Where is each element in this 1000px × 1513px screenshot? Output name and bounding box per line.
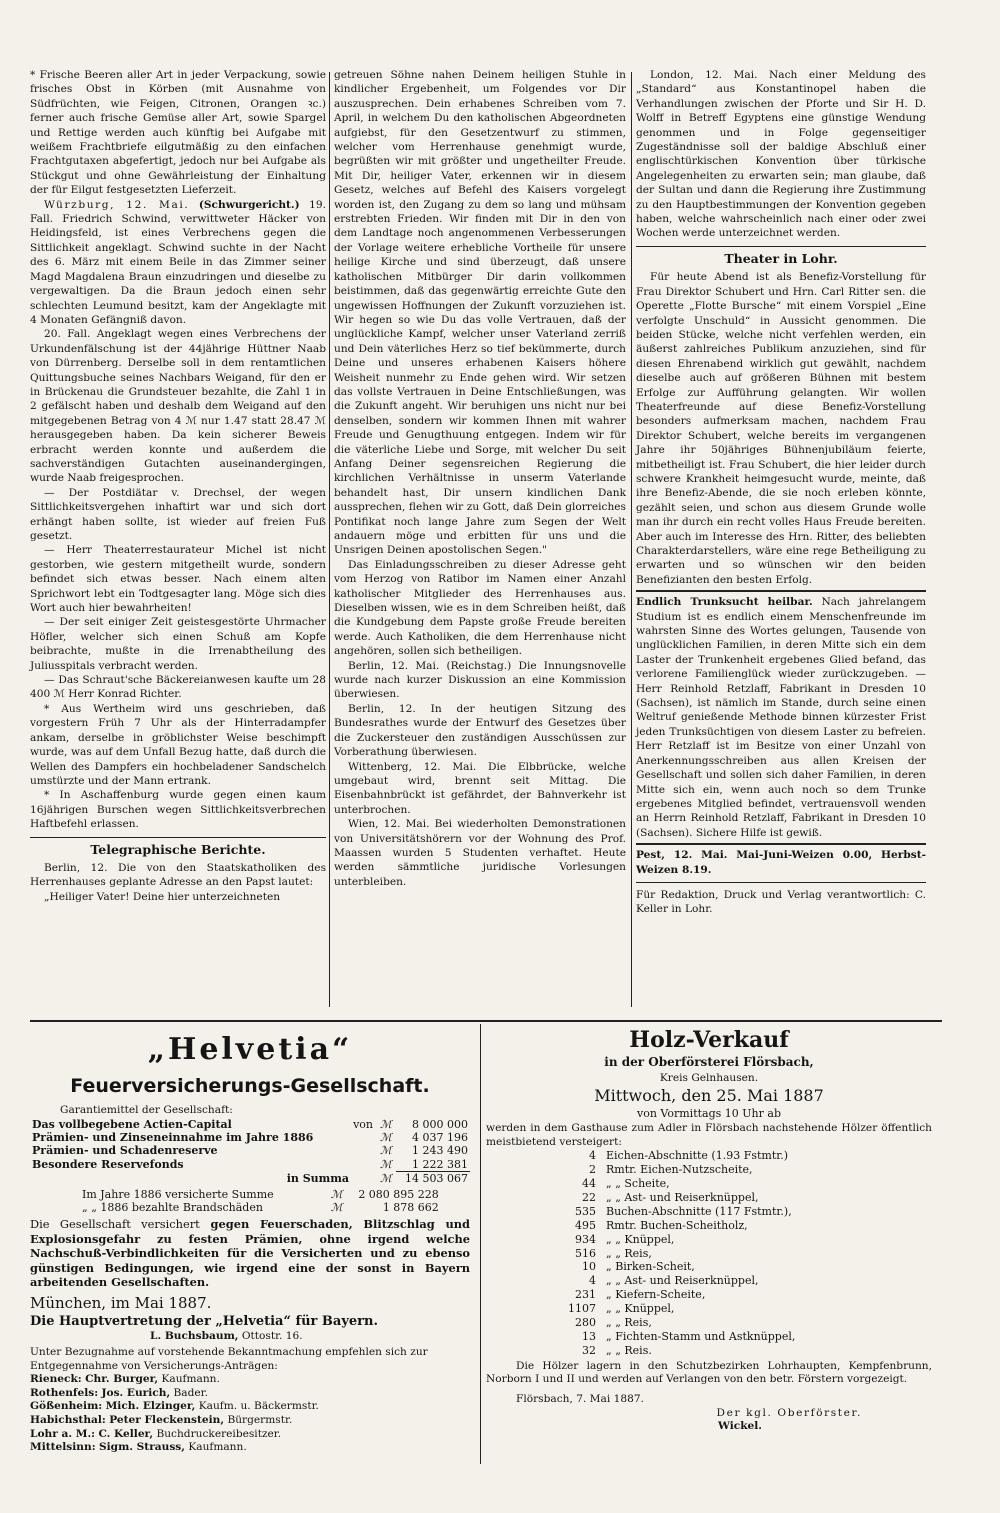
- ads-divider: [480, 1024, 481, 1464]
- news-item-bundesrat: Berlin, 12. In der heutigen Sitzung des Bundesrathes wurde der Entwurf des Gesetzes über die Zuckersteuer den zuständigen Ausschüssen zur Vorberathung überwiesen.: [334, 702, 626, 759]
- wood-lot-row: [546, 1344, 906, 1358]
- news-item-schraut: — Das Schraut'sche Bäckereianwesen kaufte um 28 400 ℳ Herr Konrad Richter.: [30, 674, 326, 701]
- insurance-terms: Die Gesellschaft versichert gegen Feuerschaden, Blitzschlag und Explosionsgefahr zu festen Prämien, ohne irgend welche Nachschuß-Verbindlichkeiten für die Versicherten und zu ebenso günstigen Bedingungen, wie irgend eine der sonst in Bayern arbeitenden Gesellschaften.: [30, 1217, 470, 1290]
- agent-place: Mittelsinn:: [30, 1441, 96, 1454]
- divider: [636, 246, 926, 247]
- place-date: Flörsbach, 7. Mai 1887.: [516, 1392, 644, 1405]
- wood-lot-row: [546, 1163, 906, 1177]
- lot-description: „ „ Reis,: [606, 1246, 652, 1260]
- advert-body: Nach jahrelangem Studium ist es endlich einem Menschenfreunde im wahrsten Sinne des Wortes gelungen, Tausende von unglücklichen Familien, in deren Mitte sich ein dem Laster der Trunkenheit ergebenes Glied befand, das verlorene Familienglück wieder zurückzugeben. — Herr Reinhold Retzlaff, Fabrikant in Dresden 10 (Sachsen), ist nämlich im Stande, durch seine einen Weltruf genießende Methode binnen kürzester Frist jeden Trunksüchtigen von diesem Laster zu befreien. Herr Retzlaff ist im Besitze von einer Unzahl von Anerkennungsschreiben aus allen Kreisen der Gesellschaft und sollen sich daher Familien, in deren Mitte sich ein, wenn auch noch so dem Trunke ergebenes Mitglied befindet, vertrauensvoll wenden an Herrn Reinhold Retzlaff, Fabrikant in Dresden 10 (Sachsen). Sichere Hilfe ist gewiß.: [636, 596, 926, 839]
- news-item-wuerzburg-20: 20. Fall. Angeklagt wegen eines Verbrechens der Urkundenfälschung ist der 44jährige Hüttner Naab von Dürrenberg. Derselbe soll in dem rentamtlichen Quittungsbuche seines Nachbars Weigand, für den er in Brückenau die Grundsteuer bezahlte, die Zahl 1 in 2 gefälscht haben und deshalb dem Weigand auf den mitgegebenen Betrag von 4 ℳ nur 1.47 statt 28.47 ℳ herausgegeben haben. Da kein sicherer Beweis erbracht werden konnte und außerdem die sachverständigen Gutachten auseinandergingen, wurde Naab freigesprochen.: [30, 328, 326, 485]
- agent-job: Kaufmann.: [188, 1441, 247, 1454]
- column-1: [30, 68, 326, 904]
- funds-amount: 4 037 196: [412, 1131, 468, 1144]
- divider: [636, 882, 926, 883]
- lot-description: „ „ Reis,: [606, 1316, 652, 1330]
- lot-quantity: 13: [582, 1329, 596, 1343]
- news-item-london: London, 12. Mai. Nach einer Meldung des „Standard“ aus Konstantinopel haben die Verhandlungen zwischen der Pforte und Sir H. D. Wolff in Betreff Egyptens eine günstige Wendung genommen und in Folge gegenseitiger Zugeständnisse soll der baldige Abschluß einer englischtürkischen Konvention über türkische Angelegenheiten zu erwarten sein; man glaube, daß der Sultan und dann die Regierung ihre Zustimmung zu den Hauptbestimmungen der Konvention gegeben haben, welche wahrscheinlich nach einer oder zwei Wochen werde unterzeichnet werden.: [636, 69, 926, 240]
- news-item-einladung: Das Einladungsschreiben zu dieser Adresse geht vom Herzog von Ratibor im Namen einer Anzahl katholischer Mitglieder des Herrenhauses aus. Dieselben wissen, wie es in dem Schreiben heißt, daß die Kundgebung dem Papste große Freude bereiten werde. Auch Katholiken, die dem Herrenhause nicht angehören, sollen sich betheiligen.: [334, 558, 626, 658]
- lot-quantity: 516: [575, 1246, 596, 1260]
- wood-lot-row: [546, 1149, 906, 1163]
- lot-quantity: 535: [575, 1204, 596, 1218]
- lot-description: Eichen-Abschnitte (1.93 Fstmtr.): [606, 1149, 789, 1163]
- funds-cur: ℳ: [380, 1117, 392, 1131]
- news-item-wertheim: * Aus Wertheim wird uns geschrieben, daß vorgestern Früh 7 Uhr als der Hinterradampfer ankam, derselbe in gröblichster Weise beschimpft wurde, was auf dem Unfall Bezug hatte, daß durch die Wellen des Dampfers ein hochbeladener Sandschelch umstürzte und der Mann ertrank.: [30, 702, 326, 787]
- advert-heading: Endlich Trunksucht heilbar.: [636, 596, 813, 609]
- agent-name: Chr. Burger,: [85, 1373, 159, 1386]
- sale-intro: werden in dem Gasthause zum Adler in Flörsbach nachstehende Hölzer öffentlich meistbietend versteigert:: [486, 1122, 932, 1148]
- wood-lot-row: [546, 1316, 906, 1330]
- lot-quantity: 280: [575, 1316, 596, 1330]
- agent-entry: [30, 1414, 470, 1428]
- funds-label: Das vollbegebene Actien-Capital: [32, 1117, 232, 1131]
- news-item-theater: Für heute Abend ist als Benefiz-Vorstellung für Frau Direktor Schubert und Hrn. Carl Ritter sen. die Operette „Flotte Bursche“ mit einem Vorspiel „Eine verfolgte Unschuld“ in Aussicht genommen. Die beiden Stücke, welche nicht verfehlen werden, ein äußerst zahlreiches Publikum anzuziehen, sind für diesen Ehrenabend wirklich gut gewählt, nachdem dieselbe auch auf größeren Bühnen mit bestem Erfolge zur Aufführung gelangten. Wir wollen Theaterfreunde auf diese Benefiz-Vorstellung besonders aufmerksam machen, nachdem Frau Direktor Schubert, welche bereits im vergangenen Jahre ihr 50jähriges Bühnenjubiläum feierte, mitbetheiligt ist. Frau Schubert, die hier leider durch schwere Krankheit heimgesucht wurde, meinte, daß ihre Benefiz-Abende, die sie noch erleben könnte, gezählt seien, und schon aus diesem Grunde wolle man ihr durch ein recht volles Haus Freude bereiten. Aber auch im Interesse des Hrn. Ritter, des beliebten Charakterdarstellers, wäre eine rege Betheiligung zu erwarten und so wünschen wir den beiden Benefizianten den besten Erfolg.: [636, 271, 926, 586]
- funds-label: Prämien- und Schadenreserve: [32, 1144, 218, 1158]
- lot-quantity: 4: [589, 1274, 596, 1288]
- wood-lots-table: [546, 1149, 906, 1358]
- column-divider: [329, 72, 330, 1007]
- funds-pre: [351, 1158, 378, 1172]
- news-item-hoefler: — Der seit einiger Zeit geistesgestörte Uhrmacher Höfler, welcher sich einen Schuß am Kopfe beibrachte, mußte in die Irrenabtheilung des Juliusspitals verbracht werden.: [30, 616, 326, 672]
- funds-cur: ℳ: [380, 1131, 392, 1144]
- agent-list: [30, 1373, 470, 1455]
- wood-lot-row: [546, 1191, 906, 1205]
- news-item-berlin-adresse: Berlin, 12. Die von den Staatskatholiken des Herrenhauses geplante Adresse an den Papst lautet:: [30, 861, 326, 889]
- news-item-adresse-cont: getreuen Söhne nahen Deinem heiligen Stuhle in kindlicher Ergebenheit, um Folgendes vor Dir auszusprechen. Dein erhabenes Schreiben vom 7. April, in welchem Du den katholischen Abgeordneten aufgiebst, für den Gesetzentwurf zu stimmen, welcher vom Herrenhause genehmigt wurde, begrüßten wir mit größter und ungetheilter Freude. Mit Dir, heiliger Vater, erkennen wir in diesem Gesetz, welches auf Befehl des Kaisers vorgelegt worden ist, den Zugang zu dem so lang und mühsam erstrebten Frieden. Wir finden mit Dir in den von dem Landtage noch angenommenen Verbesserungen der Vorlage weitere erhebliche Vortheile für unsere heilige Kirche und sind überzeugt, daß unsere katholischen Mitbürger Dir darin vollkommen beistimmen, daß das gegenwärtig erreichte Gute den ungewissen Hoffnungen der Zukunft vorzuziehen ist. Wir hegen so wie Du das volle Vertrauen, daß der unglückliche Kampf, welcher unser Vaterland zerriß und Dein väterliches Herz so tief bekümmerte, durch Deine und unseres erhabenen Kaisers höhere Weisheit nunmehr zu Ende gehen wird. Wir setzen das vollste Vertrauen in Deine Entschließungen, was die Zukunft angeht. Wir beruhigen uns nicht nur bei denselben, sondern wir kommen Ihnen mit wahrer Freude und Genugthuung entgegen. Indem wir für die väterliche Liebe und Sorge, mit welcher Du seit Anfang Deiner segensreichen Regierung die kirchlichen Verhältnisse in unserm Vaterlande behandelt hast, Dir unsern kindlichen Dank aussprechen, flehen wir zu Gott, daß Dein glorreiches Pontifikat noch lange Jahre zum Segen der Welt andauern möge und erbitten für uns und die Unsrigen Deinen apostolischen Segen.": [334, 69, 626, 557]
- wood-lot-row: [546, 1302, 906, 1316]
- dateline: Würzburg, 12. Mai.: [44, 198, 190, 211]
- place-date: München, im Mai 1887.: [30, 1294, 212, 1313]
- advert-title: Holz-Verkauf: [629, 1027, 789, 1053]
- agent-place: Rieneck:: [30, 1373, 82, 1386]
- main-agent: L. Buchsbaum, Ottostr. 16.: [150, 1330, 303, 1343]
- advert-trunksucht: [636, 595, 926, 840]
- agent-name: Sigm. Strauss,: [98, 1441, 185, 1454]
- sale-note: Die Hölzer lagern in den Schutzbezirken Lohrhaupten, Kempfenbrunn, Norborn I und II und werden auf Verlangen von den betr. Förstern vorgezeigt.: [486, 1359, 932, 1386]
- agent-name: Peter Fleckenstein,: [109, 1414, 225, 1427]
- wood-lot-row: [546, 1260, 906, 1274]
- section-heading-theater: Theater in Lohr.: [724, 250, 838, 266]
- agent-place: Gößenheim:: [30, 1400, 103, 1413]
- advert-holzverkauf: [486, 1026, 932, 1434]
- market-report-pest: Pest, 12. Mai. Mai-Juni-Weizen 0.00, Herbst-Weizen 8.19.: [636, 849, 926, 876]
- agent-job: Buchdruckereibesitzer.: [156, 1427, 282, 1440]
- wood-lot-row: [546, 1288, 906, 1302]
- lot-quantity: 44: [582, 1177, 596, 1190]
- lot-description: „ „ Ast- und Reiserknüppel,: [606, 1274, 759, 1288]
- lot-quantity: 231: [575, 1288, 596, 1302]
- lot-description: „ „ Scheite,: [606, 1177, 670, 1190]
- news-item-fruit: * Frische Beeren aller Art in jeder Verpackung, sowie frisches Obst in Körben (mit Ausnahme von Südfrüchten, wie Feigen, Citronen, Orangen ꝛc.) ferner auch frische Gemüse aller Art, sowie Spargel und Rettige werden auch künftig bei Aufgabe mit weißem Frachtbriefe eilgutmäßig zu den einfachen Frachtgutaxen abgefertigt, jedoch nur bei Aufgabe als Stückgut und ohne Gewährleistung der Einhaltung der für Eilgut festgesetzten Lieferzeit.: [30, 69, 326, 197]
- lot-quantity: 934: [575, 1232, 596, 1246]
- funds-label: Prämien- und Zinseneinnahme im Jahre 1886: [32, 1131, 314, 1144]
- lot-description: Buchen-Abschnitte (117 Fstmtr.),: [606, 1204, 792, 1218]
- column-3: [636, 68, 926, 917]
- funds-pre: von: [353, 1117, 373, 1131]
- news-item-wien: Wien, 12. Mai. Bei wiederholten Demonstrationen von Universitätshörern vor der Wohnung des Prof. Maassen wurden 5 Studenten verhaftet. Heute werden sämmtliche juridische Vorlesungen unterbleiben.: [334, 818, 626, 888]
- lot-description: „ Birken-Scheit,: [606, 1260, 695, 1274]
- lot-quantity: 495: [575, 1218, 596, 1232]
- lot-description: „ Fichten-Stamm und Astknüppel,: [606, 1329, 796, 1343]
- lot-description: Rmtr. Eichen-Nutzscheite,: [606, 1163, 753, 1177]
- news-item-aschaffenburg: * In Aschaffenburg wurde gegen einen kaum 16jährigen Burschen wegen Sittlichkeitsverbrechen Haftbefehl erlassen.: [30, 789, 326, 831]
- signer-name: Wickel.: [718, 1420, 762, 1433]
- column-divider: [631, 72, 632, 1007]
- funds-amount: 1 243 490: [412, 1144, 468, 1158]
- funds-row: [30, 1158, 470, 1172]
- wood-lot-row: [546, 1233, 906, 1247]
- agent-entry: [30, 1373, 470, 1387]
- advert-title: „Helvetia“: [147, 1032, 353, 1067]
- lot-quantity: 32: [582, 1343, 596, 1357]
- main-agency: Die Hauptvertretung der „Helvetia“ für Bayern.: [30, 1314, 378, 1330]
- news-item-wuerzburg-19: [30, 198, 326, 328]
- agent-place: Habichsthal:: [30, 1414, 106, 1427]
- section-tag: (Schwurgericht.): [198, 198, 300, 211]
- funds-pre: [351, 1144, 378, 1157]
- wood-lot-row: [546, 1247, 906, 1261]
- news-body: 19. Fall. Friedrich Schwind, verwittweter Häcker von Heidingsfeld, ist eines Verbrechens gegen die Sittlichkeit angeklagt. Schwind suchte in der Nacht des 6. März mit einem Beile in das Zimmer seiner Magd Magdalena Braun einzudringen und dieselbe zu vergewaltigen. Da die Braun jedoch einen sehr schlechten Leumund besitzt, kam der Angeklagte mit 4 Monaten Gefängniß davon.: [30, 198, 326, 326]
- lot-description: Rmtr. Buchen-Scheitholz,: [606, 1218, 748, 1232]
- lot-description: „ „ Reis.: [606, 1343, 652, 1357]
- agent-name: Mich. Elzinger,: [105, 1400, 196, 1413]
- agent-job: Bürgermstr.: [227, 1414, 293, 1427]
- funds-row: [30, 1131, 470, 1144]
- agent-entry: [30, 1441, 470, 1455]
- agent-job: Kaufm. u. Bäckermstr.: [198, 1400, 319, 1413]
- imprint: Für Redaktion, Druck und Verlag verantwortlich: C. Keller in Lohr.: [636, 888, 926, 916]
- funds-row: [30, 1144, 470, 1157]
- divider: [30, 837, 326, 838]
- agent-job: Kaufmann.: [161, 1373, 220, 1386]
- signer-title: Der kgl. Oberförster.: [716, 1406, 862, 1419]
- advert-subtitle: Feuerversicherungs-Gesellschaft.: [70, 1075, 430, 1097]
- funds-table: [30, 1118, 470, 1186]
- wood-lot-row: [546, 1205, 906, 1219]
- funds-pre: [351, 1131, 378, 1144]
- news-item-quote-start: „Heiliger Vater! Deine hier unterzeichneten: [44, 890, 281, 903]
- advert-helvetia: [30, 1030, 470, 1455]
- lot-quantity: 2: [589, 1163, 596, 1177]
- lot-description: „ „ Knüppel,: [606, 1302, 675, 1316]
- garantie-label: Garantiemittel der Gesellschaft:: [60, 1104, 233, 1116]
- lot-quantity: 1107: [568, 1302, 596, 1316]
- agent-job: Bader.: [173, 1386, 208, 1399]
- funds-row: [30, 1118, 470, 1131]
- stat-row: „ „ 1886 bezahlte Brandschäden ℳ 1 878 662: [82, 1201, 439, 1215]
- agent-place: Lohr a. M.:: [30, 1427, 96, 1440]
- section-heading-telegraph: Telegraphische Berichte.: [90, 841, 266, 857]
- ads-top-rule: [30, 1020, 942, 1022]
- funds-amount: 1 222 381: [412, 1157, 468, 1171]
- agent-entry: [30, 1400, 470, 1414]
- lot-quantity: 4: [589, 1149, 596, 1163]
- lot-quantity: 10: [582, 1260, 596, 1274]
- advert-district: Kreis Gelnhausen.: [659, 1072, 759, 1084]
- news-item-michel: — Herr Theaterrestaurateur Michel ist nicht gestorben, wie gestern mitgetheilt wurde, sondern befindet sich etwas besser. Nach einem alten Sprichwort lebt ein Todtgesagter lang. Möge sich dies Wort auch hier bewahrheiten!: [30, 544, 326, 615]
- agent-name: Jos. Eurich,: [101, 1386, 171, 1399]
- agent-entry: [30, 1428, 470, 1442]
- lot-description: „ Kiefern-Scheite,: [606, 1288, 706, 1302]
- funds-sum-row: in Summa ℳ 14 503 067: [286, 1171, 468, 1186]
- divider: [636, 843, 926, 845]
- agent-place: Rothenfels:: [30, 1386, 99, 1399]
- funds-cur: ℳ: [380, 1157, 392, 1171]
- wood-lot-row: [546, 1274, 906, 1288]
- news-item-wittenberg: Wittenberg, 12. Mai. Die Elbbrücke, welche umgebaut wird, brennt seit Mittag. Die Eisenbahnbrückt ist gefährdet, der Bahnverkehr ist unterbrochen.: [334, 760, 626, 816]
- lot-description: „ „ Knüppel,: [606, 1232, 675, 1246]
- stat-row: Im Jahre 1886 versicherte Summe ℳ 2 080 895 228: [82, 1187, 439, 1201]
- divider: [636, 590, 926, 592]
- funds-label: Besondere Reservefonds: [32, 1157, 184, 1171]
- column-2: [334, 68, 626, 889]
- lot-description: „ „ Ast- und Reiserknüppel,: [606, 1190, 759, 1204]
- sale-date: Mittwoch, den 25. Mai 1887: [594, 1086, 824, 1105]
- funds-amount: 8 000 000: [412, 1117, 468, 1131]
- funds-cur: ℳ: [380, 1144, 392, 1158]
- sale-time: von Vormittags 10 Uhr ab: [637, 1107, 781, 1120]
- news-item-reichstag: Berlin, 12. Mai. (Reichstag.) Die Innungsnovelle wurde nach kurzer Diskussion an eine Kommission überwiesen.: [334, 659, 626, 701]
- advert-subtitle: in der Oberförsterei Flörsbach,: [604, 1055, 814, 1069]
- lot-quantity: 22: [582, 1190, 596, 1204]
- agents-intro: Unter Bezugnahme auf vorstehende Bekanntmachung empfehlen sich zur Entgegennahme von Versicherungs-Anträgen:: [30, 1346, 428, 1372]
- agent-name: C. Keller,: [98, 1427, 154, 1440]
- agent-entry: [30, 1387, 470, 1401]
- wood-lot-row: [546, 1219, 906, 1233]
- wood-lot-row: [546, 1177, 906, 1191]
- news-item-drechsel: — Der Postdiätar v. Drechsel, der wegen Sittlichkeitsvergehen inhaftirt war und sich dort erhängt haben sollte, ist wieder auf freien Fuß gesetzt.: [30, 486, 326, 542]
- stats-table: [80, 1188, 441, 1215]
- wood-lot-row: [546, 1330, 906, 1344]
